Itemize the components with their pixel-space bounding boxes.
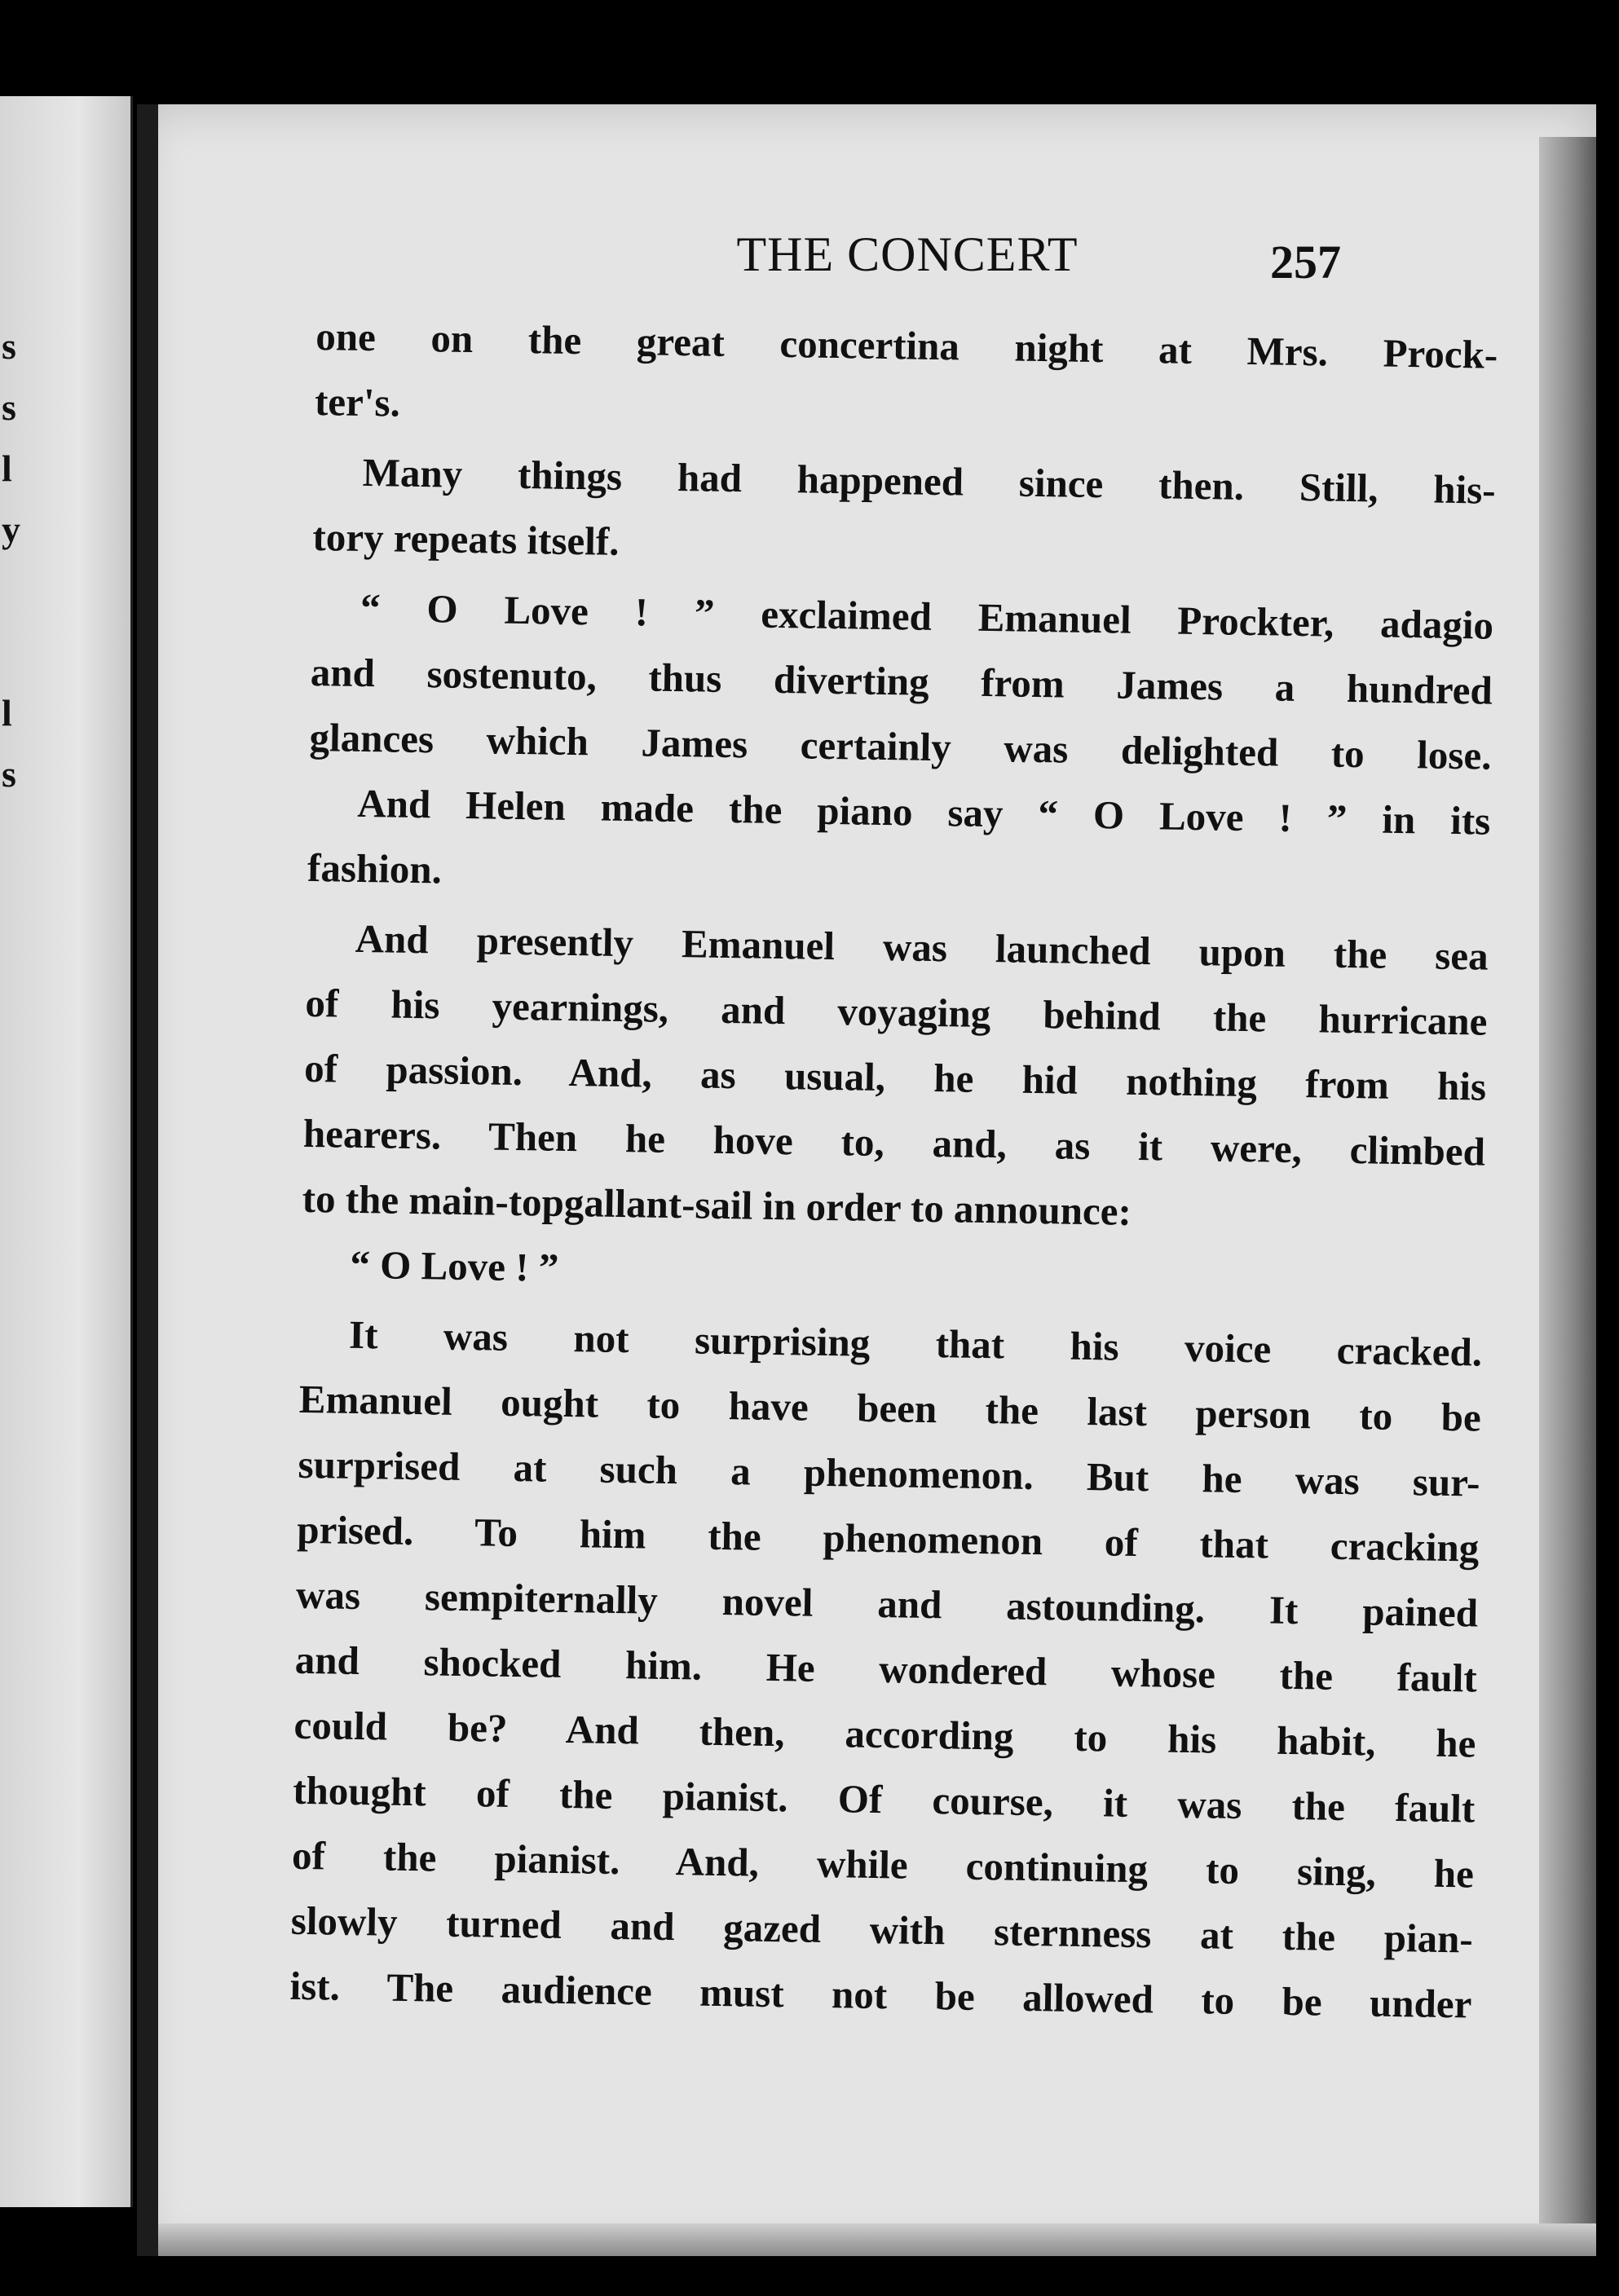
text-line: Many things had happened since then. Still, his- [362, 449, 1497, 513]
text-line: It was not surprising that his voice cracked. [348, 1311, 1483, 1375]
text-line: prised. To him the phenomenon of that cracking [296, 1506, 1480, 1571]
text-line: slowly turned and gazed with sternness at the pian- [290, 1897, 1474, 1962]
book-spine [137, 104, 158, 2256]
text-line: Emanuel ought to have been the last person to be [298, 1376, 1482, 1440]
left-page-fragment: s [2, 753, 16, 795]
body-text [289, 304, 1498, 2038]
text-line: and shocked him. He wondered whose the fault [294, 1637, 1478, 1701]
left-page-edge [0, 96, 133, 2207]
text-line: could be? And then, according to his habit, he [293, 1702, 1476, 1766]
text-line: hearers. Then he hove to, and, as it were, climbed [302, 1110, 1486, 1174]
text-line: and sostenuto, thus diverting from James a hundred [310, 649, 1493, 713]
left-page-fragment: l [2, 447, 12, 489]
text-line: ist. The audience must not be allowed to be under [289, 1963, 1472, 2027]
running-header: THE CONCERT [736, 227, 1079, 281]
left-page-fragment: l [2, 692, 12, 734]
left-page-fragment: s [2, 386, 16, 428]
text-line: “ O Love ! ” exclaimed Emanuel Prockter, adagio [360, 584, 1494, 648]
page-number: 257 [1270, 236, 1341, 289]
text-line: to the main-topgallant-sail in order to announce: [302, 1175, 1132, 1234]
text-line: tory repeats itself. [312, 513, 620, 564]
book-page [137, 104, 1596, 2256]
page-bottom-edge [158, 2223, 1596, 2256]
text-line: surprised at such a phenomenon. But he was sur- [298, 1441, 1480, 1505]
text-line: was sempiternally novel and astounding. It pained [295, 1571, 1479, 1636]
text-line: one on the great concertina night at Mrs. Prock- [315, 313, 1498, 377]
left-page-fragment: s [2, 325, 16, 367]
text-line: “ O Love ! ” [350, 1241, 559, 1290]
text-line: ter's. [314, 378, 401, 425]
page-stack-edge [1539, 137, 1596, 2223]
text-line: of passion. And, as usual, he hid nothing from his [303, 1045, 1487, 1109]
text-line: of the pianist. And, while continuing to sing, he [291, 1832, 1475, 1897]
text-line: And presently Emanuel was launched upon the sea [355, 915, 1489, 979]
text-line: And Helen made the piano say “ O Love ! ” in its [356, 780, 1491, 844]
text-line: thought of the pianist. Of course, it was the fault [292, 1767, 1476, 1831]
text-line: of his yearnings, and voyaging behind the hurricane [305, 980, 1488, 1044]
text-line: glances which James certainly was delighted to lose. [309, 714, 1492, 778]
text-line: fashion. [307, 844, 443, 892]
left-page-fragment: y [2, 509, 20, 550]
